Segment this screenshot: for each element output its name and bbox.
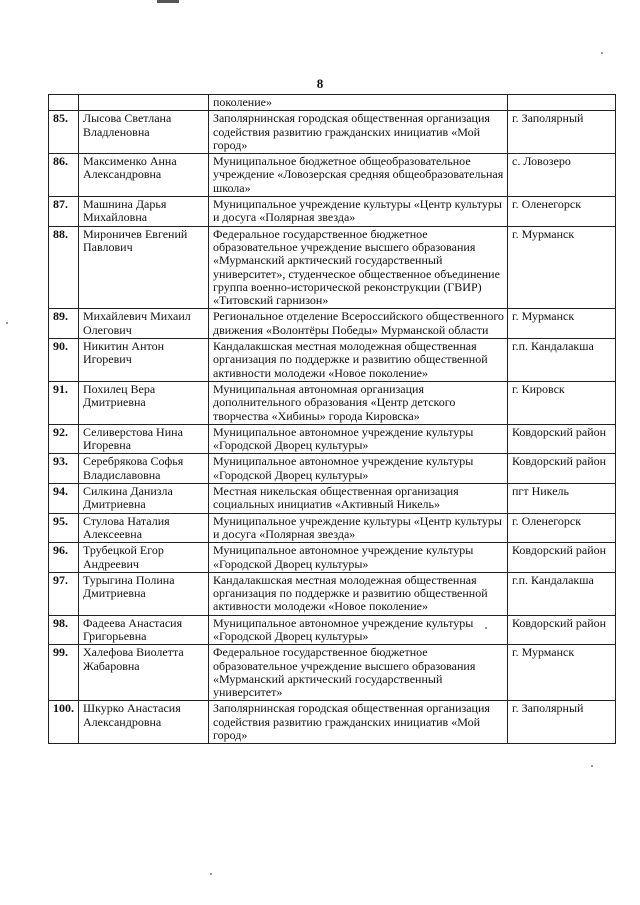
row-number: 96. [49,543,79,573]
location: г. Оленегорск [508,513,616,543]
participant-name: Мироничев Евгений Павлович [79,226,209,309]
scan-speck [601,52,603,54]
row-number: 90. [49,339,79,382]
scan-speck [6,322,8,324]
table-row [49,615,616,645]
organization: Кандалакшская местная молодежная общественная организация по поддержке и развитию общественной активности молодежи «Новое поколение» [209,572,508,615]
participant-name: Халефова Виолетта Жабаровна [79,645,209,701]
table-row [49,339,616,382]
participant-name: Лысова Светлана Владленовна [79,111,209,154]
location: Ковдорский район [508,543,616,573]
organization: Местная никельская общественная организация социальных инициатив «Активный Никель» [209,484,508,514]
location: г. Оленегорск [508,197,616,227]
row-number: 95. [49,513,79,543]
location: г. Мурманск [508,309,616,339]
row-number: 88. [49,226,79,309]
participant-name: Шкурко Анастасия Александровна [79,701,209,744]
organization: Муниципальное автономное учреждение культуры «Городской Дворец культуры» [209,424,508,454]
table-row [49,645,616,701]
organization: Кандалакшская местная молодежная общественная организация по поддержке и развитию общественной активности молодежи «Новое поколение» [209,339,508,382]
table-row [49,572,616,615]
location: г. Мурманск [508,226,616,309]
scan-speck [591,765,593,767]
row-number: 86. [49,154,79,197]
organization: Муниципальное автономное учреждение культуры «Городской Дворец культуры» [209,454,508,484]
table-body [49,95,616,744]
location: г.п. Кандалакша [508,339,616,382]
table-row [49,197,616,227]
participant-name: Михайлевич Михаил Олегович [79,309,209,339]
table-row [49,701,616,744]
participants-table [48,94,616,744]
organization: Заполярнинская городская общественная организация содействия развитию гражданских инициатив «Мой город» [209,111,508,154]
participant-name: Силкина Данизла Дмитриевна [79,484,209,514]
scan-speck [485,627,487,629]
organization: Муниципальное автономное учреждение культуры «Городской Дворец культуры» [209,615,508,645]
row-number: 92. [49,424,79,454]
organization: Заполярнинская городская общественная организация содействия развитию гражданских инициатив «Мой город» [209,701,508,744]
row-number: 87. [49,197,79,227]
location: г.п. Кандалакша [508,572,616,615]
location: Ковдорский район [508,454,616,484]
table-row [49,381,616,424]
participant-name: Стулова Наталия Алексеевна [79,513,209,543]
location: с. Ловозеро [508,154,616,197]
table-row [49,454,616,484]
page-number: 8 [316,76,324,91]
participant-name: Серебрякова Софья Владиславовна [79,454,209,484]
organization: Муниципальное автономное учреждение культуры «Городской Дворец культуры» [209,543,508,573]
organization: Муниципальное бюджетное общеобразовательное учреждение «Ловозерская средняя общеобразовательная школа» [209,154,508,197]
participant-name: Никитин Антон Игоревич [79,339,209,382]
row-number: 97. [49,572,79,615]
row-number: 85. [49,111,79,154]
location: Ковдорский район [508,615,616,645]
location: г. Заполярный [508,111,616,154]
organization: Федеральное государственное бюджетное образовательное учреждение высшего образования «Мурманский арктический государственный университет» [209,645,508,701]
scan-mark [157,0,179,3]
organization: Муниципальная автономная организация дополнительного образования «Центр детского творчества «Хибины» города Кировска» [209,381,508,424]
organization: Муниципальное учреждение культуры «Центр культуры и досуга «Полярная звезда» [209,513,508,543]
continuation-name-cell [79,95,209,111]
table-row [49,513,616,543]
location: г. Кировск [508,381,616,424]
table-row [49,111,616,154]
participant-name: Фадеева Анастасия Григорьевна [79,615,209,645]
row-number: 98. [49,615,79,645]
table-row [49,226,616,309]
location: г. Мурманск [508,645,616,701]
organization: Муниципальное учреждение культуры «Центр культуры и досуга «Полярная звезда» [209,197,508,227]
continuation-row [49,95,616,111]
participant-name: Машнина Дарья Михайловна [79,197,209,227]
row-number: 89. [49,309,79,339]
location: Ковдорский район [508,424,616,454]
organization: Региональное отделение Всероссийского общественного движения «Волонтёры Победы» Мурманской области [209,309,508,339]
continuation-num-cell [49,95,79,111]
table-row [49,309,616,339]
location: г. Заполярный [508,701,616,744]
participant-name: Селиверстова Нина Игоревна [79,424,209,454]
table-row [49,154,616,197]
row-number: 100. [49,701,79,744]
row-number: 91. [49,381,79,424]
row-number: 94. [49,484,79,514]
participant-name: Трубецкой Егор Андреевич [79,543,209,573]
participant-name: Похилец Вера Дмитриевна [79,381,209,424]
table-row [49,484,616,514]
participant-name: Максименко Анна Александровна [79,154,209,197]
continuation-org-cell: поколение» [209,95,508,111]
table-row [49,424,616,454]
continuation-place-cell [508,95,616,111]
organization: Федеральное государственное бюджетное образовательное учреждение высшего образования «Мурманский арктический государственный университет», студенческое общественное объединение группа военно-исторической реконструкции (ГВИР) «Титовский гарнизон» [209,226,508,309]
row-number: 99. [49,645,79,701]
location: пгт Никель [508,484,616,514]
participant-name: Турыгина Полина Дмитриевна [79,572,209,615]
row-number: 93. [49,454,79,484]
scan-speck [210,873,212,875]
table-row [49,543,616,573]
